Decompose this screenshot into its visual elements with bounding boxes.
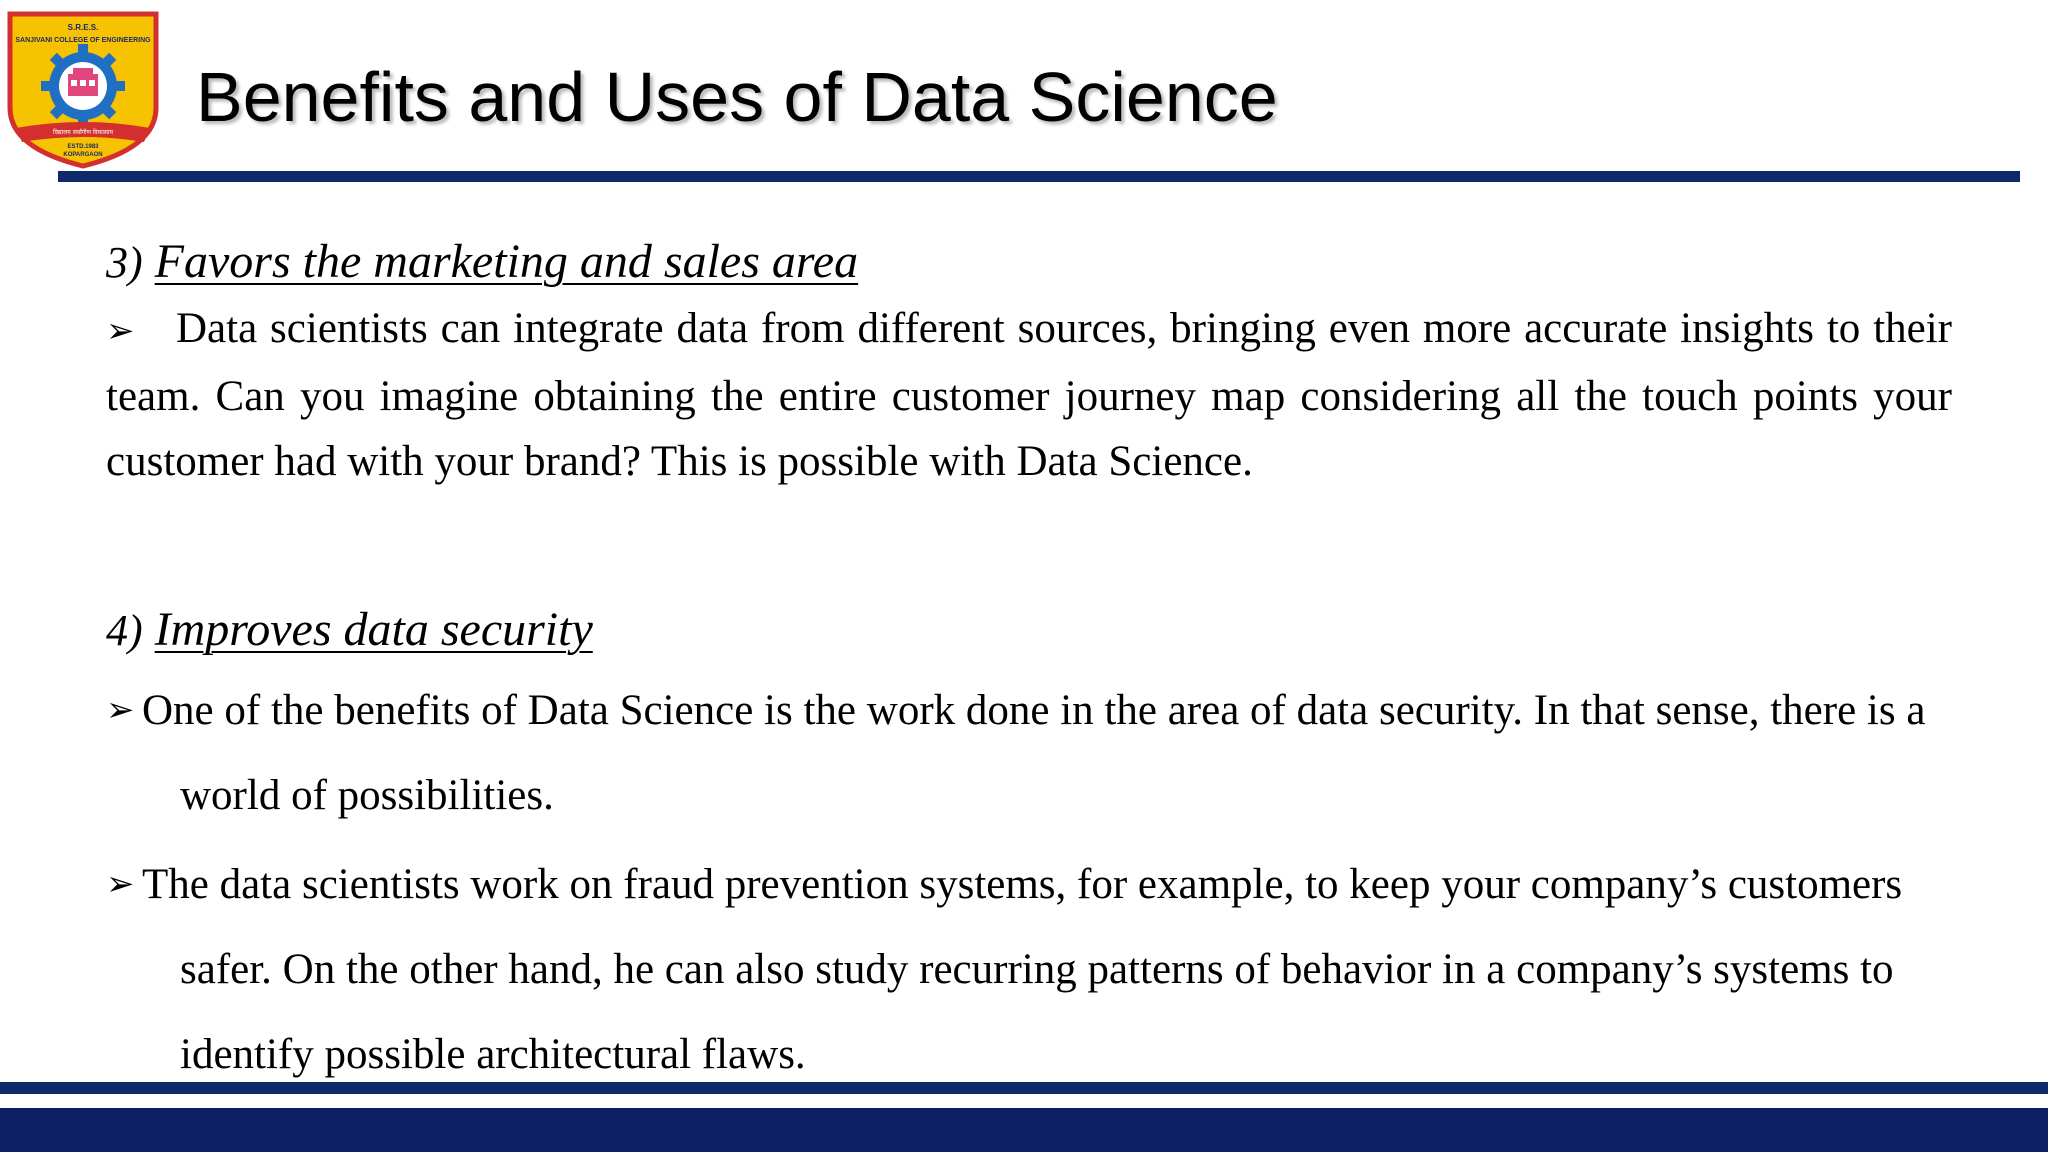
section-number: 4) [106,606,143,655]
section-number: 3) [106,238,143,287]
logo-motto: विद्यालय सर्वांगीण विकासाय [53,129,113,136]
bullet-text: One of the benefits of Data Science is the work done in the area of data security. In that sense, there is a world of possibilities. [142,687,1926,819]
section-heading-marketing [106,232,858,293]
arrow-bullet-icon: ➢ [106,690,135,730]
gear-icon [41,44,125,128]
list-item [106,842,1952,1097]
section-heading-security [106,600,593,661]
logo-location: KOPARGAON [63,152,103,158]
footer-bar [0,1108,2048,1152]
marketing-paragraph [106,296,1952,494]
arrow-bullet-icon: ➢ [106,311,135,351]
college-logo [2,8,164,170]
list-item [106,668,1952,838]
footer-divider [0,1082,2048,1094]
arrow-bullet-icon: ➢ [106,864,135,904]
bullet-text: The data scientists work on fraud prevention systems, for example, to keep your company’s customers safer. On the other hand, he can also study recurring patterns of behavior in a company’s systems to identify possible architectural flaws. [142,861,1903,1078]
section-title: Improves data security [154,603,593,656]
page-title: Benefits and Uses of Data Science [196,58,1278,136]
logo-top-text: S.R.E.S. [67,23,99,32]
paragraph-text: Data scientists can integrate data from different sources, bringing even more accurate insights to their team. Can you imagine obtaining the entire customer journey map considering all the touch points your customer had with your brand? This is possible with Data Science. [106,305,1952,485]
logo-college-name: SANJIVANI COLLEGE OF ENGINEERING [15,37,151,44]
logo-estd: ESTD.1983 [67,144,99,150]
title-divider [58,171,2020,182]
section-title: Favors the marketing and sales area [154,235,859,288]
